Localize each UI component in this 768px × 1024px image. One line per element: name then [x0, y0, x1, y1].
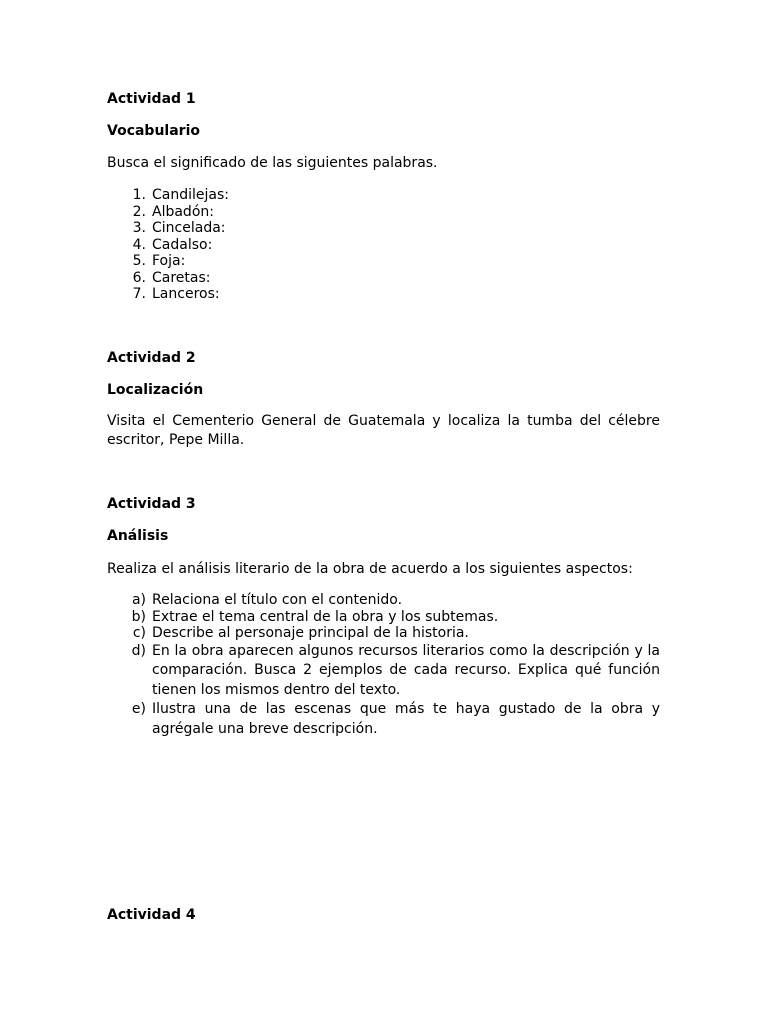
list-marker: 3.: [132, 220, 146, 236]
analysis-aspects-list: [107, 592, 660, 739]
aspect-text: Describe al personaje principal de la historia.: [152, 625, 469, 641]
actividad-3-title: Actividad 3: [107, 496, 196, 512]
vocabulary-list: [107, 187, 660, 303]
document-page: [107, 0, 660, 1024]
vocabulary-item: [107, 286, 660, 303]
list-marker: c): [132, 625, 146, 641]
list-marker: 4.: [132, 236, 146, 253]
aspect-item: [107, 592, 660, 609]
list-marker: 7.: [132, 286, 146, 302]
vocabulary-word: Lanceros:: [152, 286, 220, 302]
list-marker: 5.: [132, 253, 146, 269]
aspect-item: [107, 609, 660, 626]
list-marker: 6.: [132, 269, 146, 286]
list-marker: a): [131, 592, 146, 608]
aspect-item: [107, 700, 660, 739]
list-marker: b): [131, 608, 146, 625]
vocabulary-word: Foja:: [152, 253, 186, 269]
vocabulary-item: [107, 187, 660, 204]
aspect-text: En la obra aparecen algunos recursos literarios como la descripción y la comparación. Busca 2 ejemplos de cada recurso. Explica qué función tienen los mismos dentro del texto.: [152, 642, 660, 698]
actividad-1-instruction: Busca el significado de las siguientes palabras.: [107, 155, 438, 171]
vocabulary-item: [107, 220, 660, 237]
vocabulary-item: [107, 237, 660, 254]
vocabulary-word: Albadón:: [152, 203, 214, 220]
list-marker: d): [131, 642, 146, 659]
list-marker: 2.: [132, 203, 146, 220]
vocabulary-word: Cadalso:: [152, 236, 213, 253]
actividad-2-title: Actividad 2: [107, 350, 196, 366]
actividad-3-subtitle: Análisis: [107, 528, 169, 544]
actividad-3-instruction: Realiza el análisis literario de la obra de acuerdo a los siguientes aspectos:: [107, 561, 633, 577]
aspect-text: Ilustra una de las escenas que más te haya gustado de la obra y agrégale una breve descripción.: [152, 701, 660, 737]
vocabulary-word: Cincelada:: [152, 220, 226, 236]
vocabulary-item: [107, 270, 660, 287]
aspect-item: [107, 625, 660, 642]
actividad-1-title: Actividad 1: [107, 91, 196, 107]
vocabulary-word: Caretas:: [152, 269, 211, 286]
vocabulary-item: [107, 253, 660, 270]
list-marker: e): [131, 701, 146, 717]
vocabulary-word: Candilejas:: [152, 187, 229, 203]
actividad-4-title: Actividad 4: [107, 907, 196, 923]
aspect-text: Extrae el tema central de la obra y los subtemas.: [152, 608, 499, 625]
actividad-2-instruction: Visita el Cementerio General de Guatemala y localiza la tumba del célebre escritor, Pepe Milla.: [107, 413, 660, 448]
aspect-item: [107, 642, 660, 701]
actividad-1-subtitle: Vocabulario: [107, 123, 200, 139]
aspect-text: Relaciona el título con el contenido.: [152, 592, 403, 608]
list-marker: 1.: [132, 187, 146, 203]
vocabulary-item: [107, 204, 660, 221]
actividad-2-subtitle: Localización: [107, 382, 204, 398]
